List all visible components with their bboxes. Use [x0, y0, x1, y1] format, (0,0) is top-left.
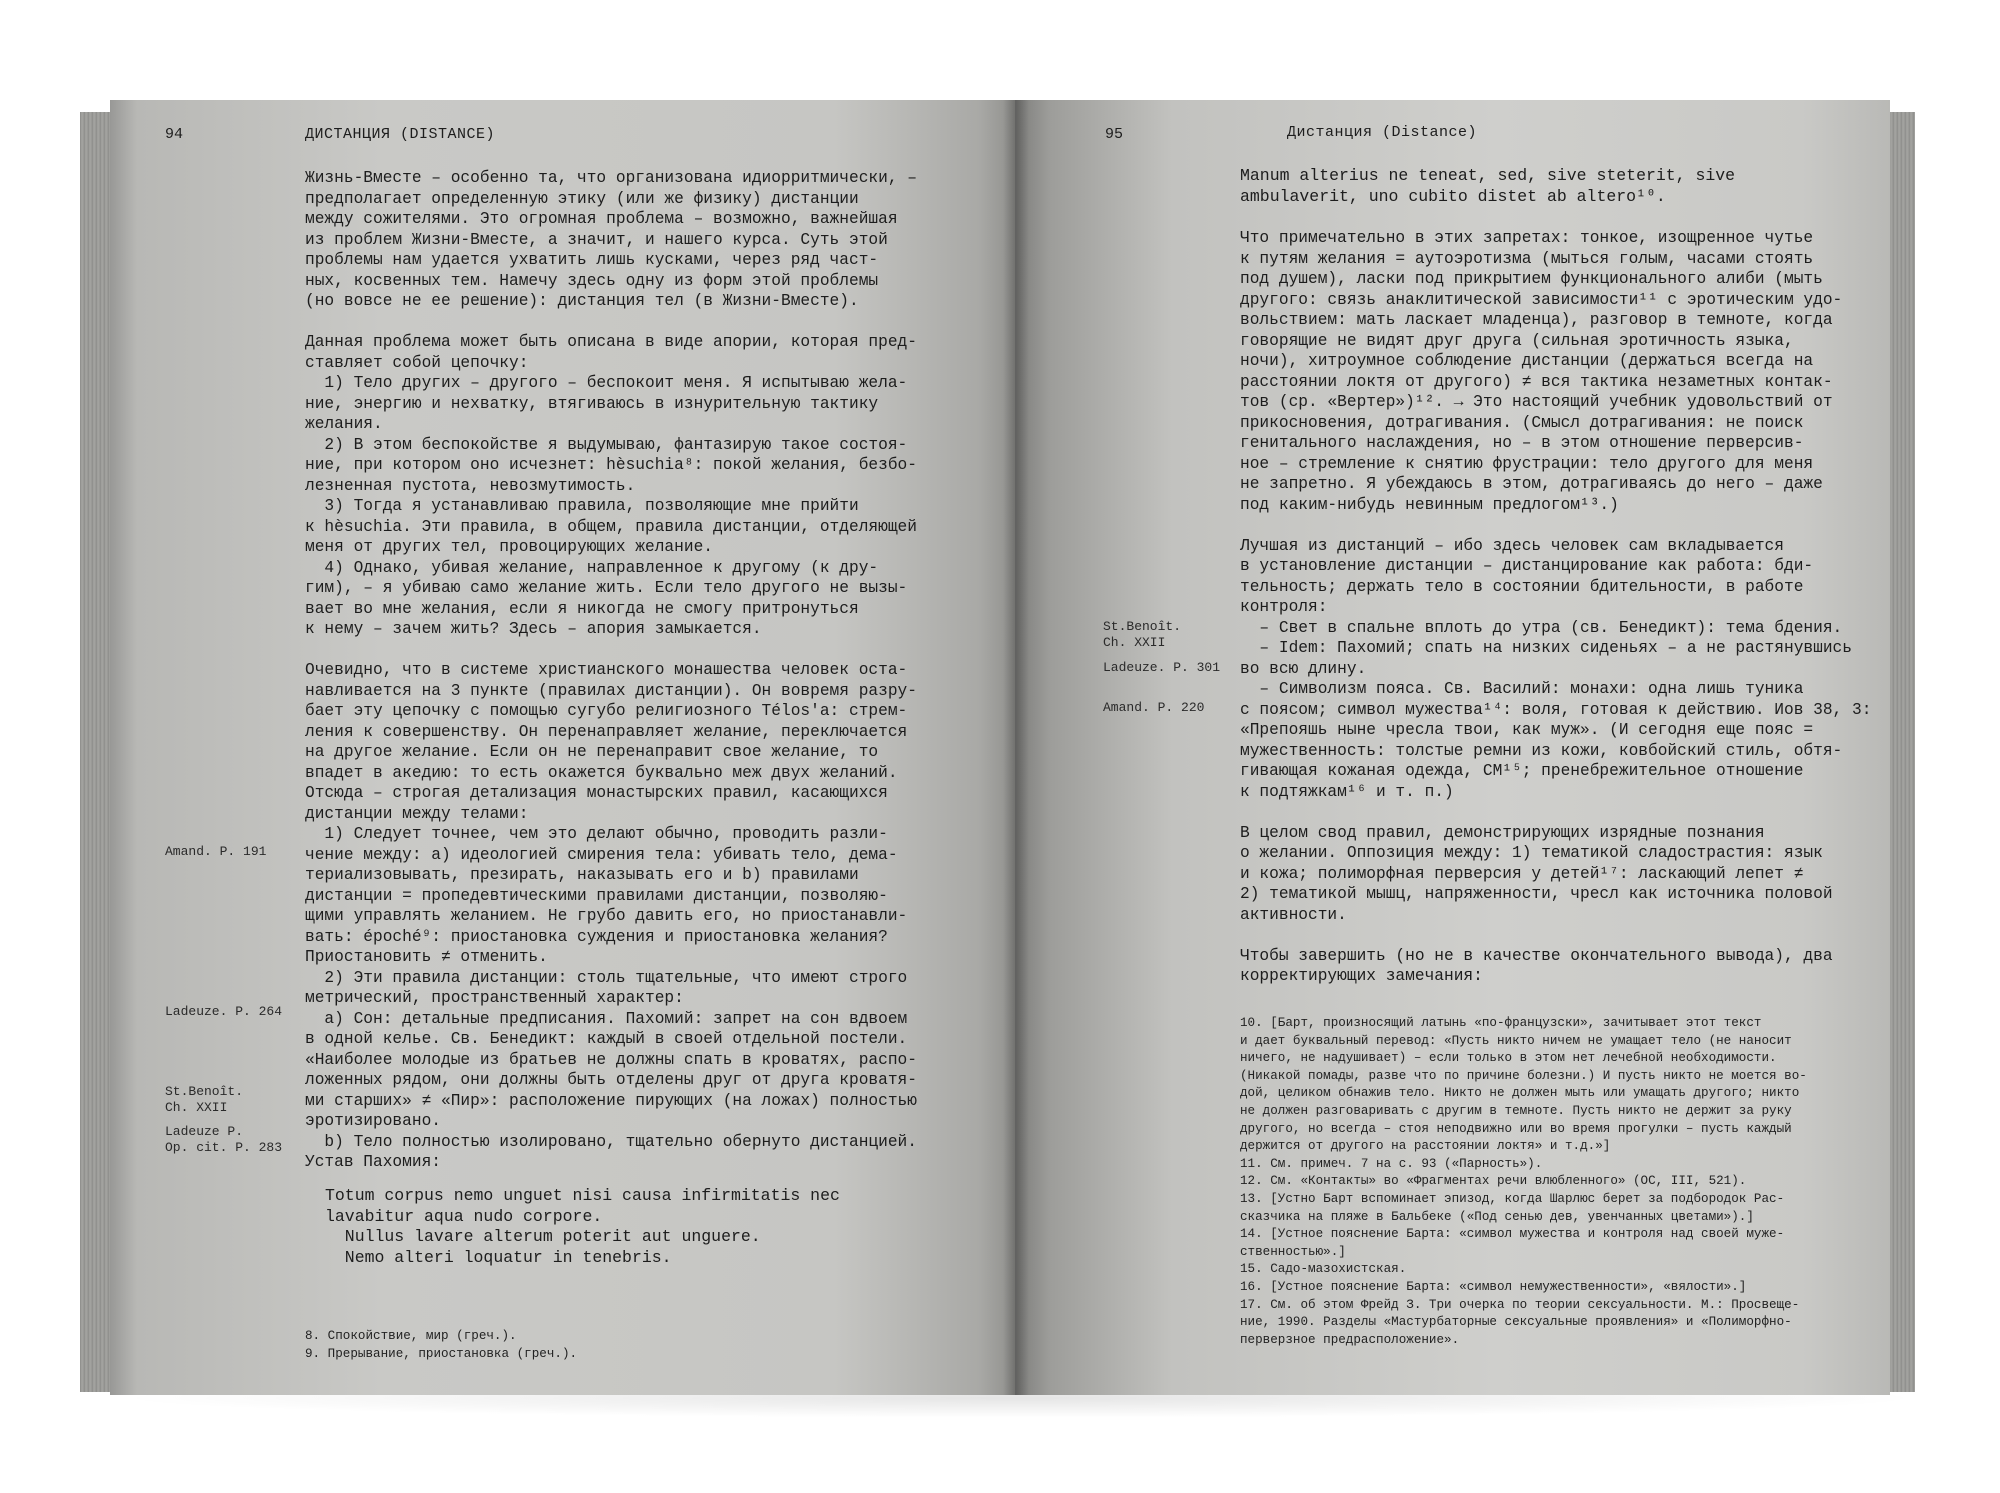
footnote: и дает буквальный перевод: «Пусть никто ничем не умащает тело (не наносит — [1240, 1033, 1792, 1048]
text-line: Отсюда – строгая детализация монастырских правил, касающихся — [305, 784, 888, 802]
footnote: 11. См. примеч. 7 на с. 93 («Парность»). — [1240, 1156, 1543, 1171]
latin-quote — [1240, 166, 1735, 207]
text-line — [305, 312, 917, 333]
text-line: мужественность: толстые ремни из кожи, ковбойский стиль, обтя- — [1240, 741, 1843, 760]
footnote: другого, но всегда – стоя неподвижно или во время прогулки – пусть каждый — [1240, 1121, 1792, 1136]
text-line: дистанции = пропедевтическими правилами дистанции, позволяю- — [305, 886, 888, 905]
text-line: – Свет в спальне вплоть до утра (св. Бенедикт): тема бдения. — [1240, 618, 1843, 637]
text-line: 2) В этом беспокойстве я выдумываю, фантазирую такое состоя- — [305, 435, 908, 454]
text-line: териализовывать, презирать, наказывать его и b) правилами — [305, 866, 859, 884]
text-line: под душем), ласки под прикрытием функционального алиби (мыть — [1240, 270, 1823, 288]
footnote: ничего, не надушивает) – если только в этом нет лечебной необходимости. — [1240, 1051, 1777, 1066]
footnote: дой, целиком обнажив тело. Никто не должен мыть или умащать другого; никто — [1240, 1086, 1800, 1101]
latin-line: Totum corpus nemo unguet nisi causa infirmitatis nec — [325, 1186, 840, 1205]
text-line: на другое желание. Если он не перенаправит свое желание, то — [305, 743, 879, 761]
margin-note: St.Benoît. Ch. XXII — [1103, 619, 1182, 650]
text-line: щими управлять желанием. Не грубо давить его, но приостанавли- — [305, 907, 908, 925]
left-page — [110, 100, 1015, 1395]
text-line: Жизнь-Вместе – особенно та, что организована идиорритмически, – — [305, 169, 917, 187]
text-line: гим), – я убиваю само желание жить. Если тело другого не вызы- — [305, 579, 908, 597]
text-line: ми старших» ≠ «Пир»: расположение пирующих (на ложах) полностью — [305, 1091, 917, 1110]
text-line: корректирующих замечания: — [1240, 967, 1483, 985]
text-line: говорящие не видят друг друга (сильная эротичность языка, — [1240, 331, 1794, 350]
text-line: между сожителями. Это огромная проблема – возможно, важнейшая — [305, 210, 898, 228]
text-line: к подтяжкам¹⁶ и т. п.) — [1240, 782, 1454, 801]
text-line: контроля: — [1240, 598, 1328, 616]
text-line: о желании. Оппозиция между: 1) тематикой сладострастия: язык — [1240, 844, 1823, 862]
text-line: к hèsuchia. Эти правила, в общем, правила дистанции, отделяющей — [305, 517, 917, 536]
text-line: – Idem: Пахомий; спать на низких сиденьях – а не растянувшись — [1240, 639, 1852, 657]
text-line: ние, при котором оно исчезнет: hèsuchia⁸: покой желания, безбо- — [305, 456, 917, 474]
text-line: Чтобы завершить (но не в качестве окончательного вывода), два — [1240, 946, 1833, 965]
text-line: 2) тематикой мышц, напряженности, чресл как источника половой — [1240, 885, 1833, 903]
latin-line: Nemo alteri loquatur in tenebris. — [325, 1247, 672, 1267]
latin-line: ambulaverit, uno cubito distet ab altero¹⁰. — [1240, 186, 1666, 206]
text-line: 4) Однако, убивая желание, направленное к другому (к дру- — [305, 558, 879, 577]
text-line — [1240, 925, 1871, 946]
footnote: 9. Прерывание, приостановка (греч.). — [305, 1346, 578, 1361]
text-line: тельность; держать тело в состоянии бдительности, в работе — [1240, 577, 1804, 596]
text-line: метрический, пространственный характер: — [305, 989, 684, 1007]
text-line — [1240, 515, 1871, 536]
text-line: бает эту цепочку с помощью сугубо религиозного Télos'а: стрем- — [305, 702, 908, 720]
text-line: ночи), хитроумное соблюдение дистанции (держаться всегда на — [1240, 352, 1814, 370]
footnote: ние, 1990. Разделы «Мастурбаторные сексуальные проявления» и «Полиморфно- — [1240, 1315, 1792, 1330]
text-line: проблемы нам удается ухватить лишь кусками, через ряд част- — [305, 251, 879, 269]
text-line: прикосновения, дотрагивания. (Смысл дотрагивания: не поиск — [1240, 413, 1804, 432]
text-line: вает во мне желания, если я никогда не смогу притронуться — [305, 599, 859, 618]
text-line: тов (ср. «Вертер»)¹². → Это настоящий учебник удовольствий от — [1240, 393, 1833, 411]
margin-note: Ladeuze. P. 264 — [165, 1004, 283, 1019]
text-line: во всю длину. — [1240, 659, 1367, 678]
footnote: сказчика на пляже в Бальбеке («Под сенью дев, увенчанных цветами»).] — [1240, 1209, 1754, 1224]
text-line: из проблем Жизни-Вместе, а значит, и нашего курса. Суть этой — [305, 230, 888, 249]
footnote: 13. [Устно Барт вспоминает эпизод, когда Шарлюс берет за подбородок Рас- — [1240, 1191, 1785, 1206]
text-line: Очевидно, что в системе христианского монашества человек оста- — [305, 661, 908, 679]
text-line: и кожа; полиморфная перверсия у детей¹⁷: ласкающий лепет ≠ — [1240, 864, 1804, 883]
footnote: 16. [Устное пояснение Барта: «символ немужественности», «вялости».] — [1240, 1279, 1747, 1294]
text-line: дистанции между телами: — [305, 804, 529, 823]
running-head: Дистанция (Distance) — [1287, 124, 1478, 141]
text-line: ных, косвенных тем. Намечу здесь одну из форм этой проблемы — [305, 271, 879, 290]
text-line: другого: связь анаклитической зависимости¹¹ с эротическим удо- — [1240, 290, 1843, 309]
page-number: 94 — [165, 126, 184, 143]
margin-note: Amand. P. 220 — [1103, 700, 1205, 715]
text-line: меня от других тел, провоцирующих желание. — [305, 538, 713, 556]
book-spine — [1003, 100, 1029, 1395]
body-text — [1240, 228, 1871, 987]
text-line: вать: époché⁹: приостановка суждения и приостановка желания? — [305, 927, 888, 946]
latin-quote — [325, 1186, 840, 1268]
text-line: Что примечательно в этих запретах: тонкое, изощренное чутье — [1240, 229, 1814, 247]
text-line: расстоянии локтя от другого) ≠ вся тактика незаметных контак- — [1240, 372, 1833, 391]
latin-line: Nullus lavare alterum poterit aut unguere. — [325, 1227, 761, 1246]
footnote: 12. См. «Контакты» во «Фрагментах речи влюбленного» (ОС, III, 521). — [1240, 1174, 1747, 1189]
text-line: ложенных рядом, они должны быть отделены друг от друга кроватя- — [305, 1071, 917, 1089]
text-line: ное – стремление к снятию фрустрации: тело другого для меня — [1240, 454, 1814, 473]
text-line: 1) Следует точнее, чем это делают обычно, проводить разли- — [305, 825, 888, 843]
text-line: эротизировано. — [305, 1112, 441, 1130]
text-line: не запретно. Я убеждаюсь в этом, дотрагиваясь до него – даже — [1240, 475, 1823, 493]
latin-line: Manum alterius ne teneat, sed, sive steterit, sive — [1240, 166, 1736, 185]
running-head: ДИСТАНЦИЯ (DISTANCE) — [305, 126, 496, 143]
text-line: под каким-нибудь невинным предлогом¹³.) — [1240, 495, 1619, 514]
text-line: вольствием: мать ласкает младенца), разговор в темноте, когда — [1240, 311, 1833, 329]
margin-note: Amand. P. 191 — [165, 844, 267, 859]
text-line: 3) Тогда я устанавливаю правила, позволяющие мне прийти — [305, 497, 859, 515]
footnote: держится от другого на расстоянии локтя» и т.д.»] — [1240, 1139, 1611, 1154]
footnotes — [305, 1328, 577, 1363]
margin-note: Ladeuze. P. 301 — [1103, 660, 1221, 675]
margin-note: St.Benoît. Ch. XXII — [165, 1084, 244, 1115]
right-page — [1015, 100, 1890, 1395]
text-line: в установление дистанции – дистанцирование как работа: бди- — [1240, 557, 1814, 575]
footnote: 8. Спокойствие, мир (греч.). — [305, 1329, 517, 1343]
latin-line: lavabitur aqua nudo corpore. — [325, 1206, 603, 1226]
footnote: перверзное предрасположение». — [1240, 1332, 1460, 1347]
text-line: b) Тело полностью изолировано, тщательно обернуто дистанцией. — [305, 1132, 917, 1151]
text-line: ние, энергию и нехватку, втягиваюсь в изнурительную тактику — [305, 394, 879, 413]
text-line: В целом свод правил, демонстрирующих изрядные познания — [1240, 823, 1765, 842]
text-line: в одной келье. Св. Бенедикт: каждый в своей отдельной постели. — [305, 1030, 908, 1048]
text-line: «Наиболее молодые из братьев не должны спать в кроватях, распо- — [305, 1050, 917, 1069]
footnote: 10. [Барт, произносящий латынь «по-французски», зачитывает этот текст — [1240, 1016, 1762, 1030]
footnote: 15. Садо-мазохистская. — [1240, 1262, 1407, 1277]
text-line: «Препояшь ныне чресла твои, как муж». (И сегодня еще пояс = — [1240, 721, 1814, 739]
text-line: 1) Тело других – другого – беспокоит меня. Я испытываю жела- — [305, 374, 908, 392]
text-line: – Символизм пояса. Св. Василий: монахи: одна лишь туника — [1240, 680, 1804, 698]
text-line: 2) Эти правила дистанции: столь тщательные, что имеют строго — [305, 968, 908, 987]
text-line: ставляет собой цепочку: — [305, 353, 529, 372]
text-line: чение между: a) идеологией смирения тела: убивать тело, дема- — [305, 845, 898, 864]
text-line: Лучшая из дистанций – ибо здесь человек сам вкладывается — [1240, 536, 1784, 555]
text-line: впадет в акедию: то есть окажется буквально меж двух желаний. — [305, 763, 898, 782]
text-line: желания. — [305, 415, 383, 433]
text-line: ления к совершенству. Он перенаправляет желание, переключается — [305, 722, 908, 741]
text-line — [1240, 802, 1871, 823]
footnote: 14. [Устное пояснение Барта: «символ мужества и контроля над своей муже- — [1240, 1227, 1785, 1242]
page-number: 95 — [1105, 126, 1124, 143]
text-line: (но вовсе не ее решение): дистанция тел (в Жизни-Вместе). — [305, 292, 859, 310]
text-line: Данная проблема может быть описана в виде апории, которая пред- — [305, 333, 917, 351]
text-line: с поясом; символ мужества¹⁴: воля, готовая к действию. Иов 38, 3: — [1240, 700, 1872, 719]
footnote: ственностью».] — [1240, 1244, 1346, 1259]
footnotes — [1240, 1015, 1807, 1349]
text-line: предполагает определенную этику (или же физику) дистанции — [305, 189, 859, 208]
text-line: к нему – зачем жить? Здесь – апория замыкается. — [305, 620, 762, 638]
text-line: Устав Пахомия: — [305, 1153, 441, 1171]
text-line: генитального наслаждения, но – в этом отношение перверсив- — [1240, 434, 1804, 452]
text-line: гивающая кожаная одежда, СМ¹⁵; пренебрежительное отношение — [1240, 762, 1804, 780]
footnote: не должен разговаривать с другим в темноте. Пусть никто не держит за руку — [1240, 1103, 1792, 1118]
footnote: (Никакой помады, разве что по причине болезни.) И пусть никто не моется во- — [1240, 1068, 1807, 1083]
text-line: активности. — [1240, 905, 1347, 924]
text-line — [305, 640, 917, 661]
body-text — [305, 168, 917, 1173]
text-line: к путям желания = аутоэротизма (мыться голым, часами стоять — [1240, 249, 1814, 268]
text-line: лезненная пустота, невозмутимость. — [305, 476, 636, 495]
text-line: a) Сон: детальные предписания. Пахомий: запрет на сон вдвоем — [305, 1009, 908, 1028]
text-line: Приостановить ≠ отменить. — [305, 948, 548, 966]
margin-note: Ladeuze P. Op. cit. P. 283 — [165, 1124, 283, 1155]
text-line: навливается на 3 пункте (правилах дистанции). Он вовремя разру- — [305, 681, 917, 700]
footnote: 17. См. об этом Фрейд З. Три очерка по теории сексуальности. М.: Просвеще- — [1240, 1297, 1800, 1312]
